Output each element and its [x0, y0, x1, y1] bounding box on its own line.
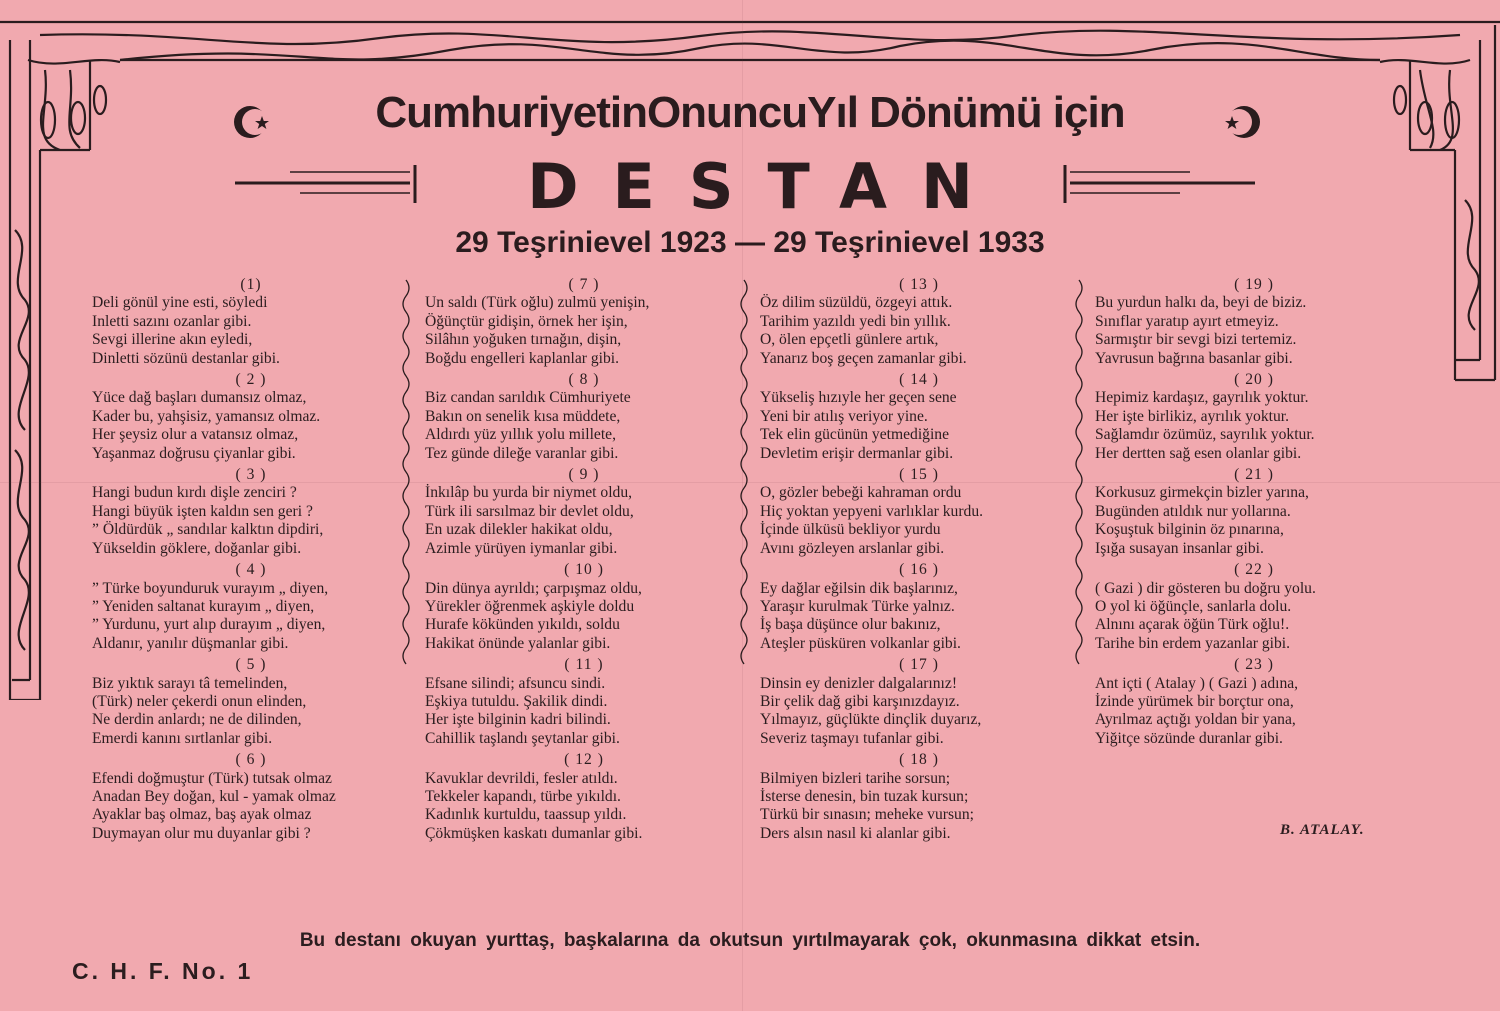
- verse-line: Bir çelik dağ gibi karşınızdayız.: [760, 692, 960, 710]
- verse-line: Duymayan olur mu duyanlar gibi ?: [92, 824, 311, 842]
- verse-line: Hangi büyük işten kaldın sen geri ?: [92, 502, 313, 520]
- verse-line: Cahillik taşlandı şeytanlar gibi.: [425, 729, 620, 747]
- page-title: CumhuriyetinOnuncuYıl Dönümü için: [375, 88, 1125, 137]
- stanza: [760, 751, 1078, 843]
- verse-line: Öz dilim süzüldü, özgeyi attık.: [760, 294, 953, 312]
- verse-line: Hepimiz kardaşız, gayrılık yoktur.: [1095, 389, 1309, 407]
- stanza: [92, 656, 410, 748]
- stanza-number: ( 2 ): [235, 371, 267, 389]
- verse-line: Yavrusun bağrına basanlar gibi.: [1095, 349, 1293, 367]
- verse-line: Inletti sazını ozanlar gibi.: [92, 312, 252, 330]
- stanza-number: ( 8 ): [568, 371, 600, 389]
- stanza-number: (1): [240, 276, 262, 293]
- stanza: [760, 466, 1078, 558]
- verse-line: Hangi budun kırdı dişle zenciri ?: [92, 484, 297, 502]
- verse-line: Yiğitçe sözünde duranlar gibi.: [1095, 729, 1283, 747]
- stanza-number: ( 9 ): [568, 466, 600, 484]
- verse-line: Ayrılmaz açtığı yoldan bir yana,: [1095, 711, 1296, 729]
- stanza: [425, 276, 743, 368]
- verse-line: Tek elin gücünün yetmediğine: [760, 426, 950, 444]
- stanza: [760, 656, 1078, 748]
- stanza-number: ( 21 ): [1234, 466, 1274, 484]
- verse-line: Aldırdı yüz yıllık yolu millete,: [425, 426, 617, 444]
- verse-line: Alnını açarak öğün Türk oğlu!.: [1095, 616, 1290, 634]
- verse-line: Her işte birlikiz, ayrılık yoktur.: [1095, 407, 1290, 425]
- verse-line: Devletim erişir dermanlar gibi.: [760, 444, 954, 462]
- verse-line: Türk ili sarsılmaz bir devlet oldu,: [425, 502, 634, 520]
- verse-line: Sevgi illerine akın eyledi,: [92, 331, 253, 349]
- verse-line: En uzak dilekler hakikat oldu,: [425, 521, 613, 539]
- verse-line: Yürekler öğrenmek aşkiyle doldu: [425, 597, 635, 615]
- verse-line: İnkılâp bu yurda bir niymet oldu,: [425, 484, 633, 502]
- verse-line: Bilmiyen bizleri tarihe sorsun;: [760, 769, 951, 787]
- verse-line: Her şeysiz olur a vatansız olmaz,: [92, 426, 299, 444]
- stanza-number: ( 22 ): [1234, 561, 1274, 579]
- author-signature: B. ATALAY.: [1280, 822, 1365, 838]
- stanza: [92, 466, 410, 558]
- verse-line: Hurafe kökünden yıkıldı, soldu: [425, 616, 620, 634]
- verse-line: Ne derdin anlardı; ne de dilinden,: [92, 711, 302, 729]
- date-range: 29 Teşrinievel 1923 — 29 Teşrinievel 1933: [455, 226, 1045, 259]
- verse-line: Yaraşır kurulmak Türke yalnız.: [760, 597, 955, 615]
- stanza: [425, 466, 743, 558]
- stanza: [760, 371, 1078, 463]
- verse-line: Bakın on senelik kısa müddete,: [425, 407, 621, 425]
- verse-line: Azimle yürüyen iymanlar gibi.: [425, 539, 618, 557]
- stanza: [1095, 371, 1413, 463]
- verse-line: İçinde ülküsü bekliyor yurdu: [760, 521, 941, 539]
- verse-line: Ant içti ( Atalay ) ( Gazi ) adına,: [1095, 674, 1299, 692]
- stanza-number: ( 10 ): [564, 561, 604, 579]
- verse-line: Deli gönül yine esti, söyledi: [92, 294, 268, 312]
- verse-line: Yılmayız, güçlükte dinçlik duyarız,: [760, 711, 982, 729]
- verse-line: Bu yurdun halkı da, beyi de biziz.: [1095, 294, 1307, 312]
- stanza-number: ( 4 ): [235, 561, 267, 579]
- verse-line: Çökmüşken kaskatı dumanlar gibi.: [425, 824, 643, 842]
- verse-line: Işığa susayan insanlar gibi.: [1095, 539, 1264, 557]
- stanza: [1095, 276, 1413, 368]
- stanza-number: ( 5 ): [235, 656, 267, 674]
- poem-column-4: [1095, 276, 1413, 751]
- verse-line: Boğdu engelleri kaplanlar gibi.: [425, 349, 620, 367]
- verse-line: Ders alsın nasıl ki alanlar gibi.: [760, 824, 951, 842]
- verse-line: Eşkiya tutuldu. Şakilik dindi.: [425, 692, 608, 710]
- stanza: [1095, 656, 1413, 748]
- verse-line: Ayaklar baş olmaz, baş ayak olmaz: [92, 806, 312, 824]
- verse-line: Yanarız boş geçen zamanlar gibi.: [760, 349, 967, 367]
- stanza-number: ( 3 ): [235, 466, 267, 484]
- verse-line: Sınıflar yaratıp ayırt etmeyiz.: [1095, 312, 1279, 330]
- verse-line: Sarmıştır bir sevgi bizi tertemiz.: [1095, 331, 1297, 349]
- verse-line: Efendi doğmuştur (Türk) tutsak olmaz: [92, 769, 332, 787]
- verse-line: O yol ki öğünçle, sanlarla dolu.: [1095, 597, 1292, 615]
- verse-line: İş başa düşünce olur bakınız,: [760, 616, 941, 634]
- verse-line: Kadınlık kurtuldu, taassup yıldı.: [425, 806, 627, 824]
- verse-line: (Türk) neler çekerdi onun elinden,: [92, 692, 307, 710]
- verse-line: Avını gözleyen arslanlar gibi.: [760, 539, 945, 557]
- verse-line: Kader bu, yahşisiz, yamansız olmaz.: [92, 407, 321, 425]
- verse-line: Tarihim yazıldı yedi bin yıllık.: [760, 312, 951, 330]
- verse-line: Kavuklar devrildi, fesler atıldı.: [425, 769, 618, 787]
- stanza: [1095, 466, 1413, 558]
- verse-line: İsterse denesin, bin tuzak kursun;: [760, 787, 969, 805]
- stanza: [92, 371, 410, 463]
- party-label: C. H. F. No. 1: [72, 958, 254, 984]
- stanza-number: ( 7 ): [568, 276, 600, 293]
- verse-line: Tez günde dileğe varanlar gibi.: [425, 444, 619, 462]
- verse-line: O, gözler bebeği kahraman ordu: [760, 484, 962, 502]
- stanza: [425, 656, 743, 748]
- verse-line: ” Türke boyunduruk vurayım „ diyen,: [92, 579, 329, 597]
- verse-line: Yükseldin göklere, doğanlar gibi.: [92, 539, 302, 557]
- verse-line: Biz yıktık sarayı tâ temelinden,: [92, 674, 288, 692]
- stanza-number: ( 19 ): [1234, 276, 1274, 293]
- stanza: [92, 561, 410, 653]
- stanza-number: ( 13 ): [899, 276, 939, 293]
- stanza-number: ( 20 ): [1234, 371, 1274, 389]
- verse-line: Silâhın yoğuken tırnağın, dişin,: [425, 331, 622, 349]
- stanza: [425, 561, 743, 653]
- verse-line: Yüce dağ başları dumansız olmaz,: [92, 389, 307, 407]
- verse-line: Türkü bir sınasın; meheke vursun;: [760, 806, 974, 824]
- stanza: [1095, 561, 1413, 653]
- verse-line: ” Öldürdük „ sandılar kalktın dipdiri,: [92, 521, 324, 539]
- verse-line: Tekkeler kapandı, türbe yıkıldı.: [425, 787, 621, 805]
- stanza-number: ( 14 ): [899, 371, 939, 389]
- verse-line: Un saldı (Türk oğlu) zulmü yenişin,: [425, 294, 650, 312]
- verse-line: Sağlamdır özümüz, sayrılık yoktur.: [1095, 426, 1315, 444]
- verse-line: Yükseliş hızıyle her geçen sene: [760, 389, 957, 407]
- verse-line: Hakikat önünde yalanlar gibi.: [425, 634, 611, 652]
- verse-line: Öğünçtür gidişin, örnek her işin,: [425, 312, 628, 330]
- stanza-number: ( 17 ): [899, 656, 939, 674]
- stanza-number: ( 11 ): [564, 656, 604, 674]
- verse-line: Her işte bilginin kadri bilindi.: [425, 711, 611, 729]
- stanza-number: ( 12 ): [564, 751, 604, 769]
- verse-line: O, ölen epçetli günlere artık,: [760, 331, 939, 349]
- poem-column-2: [425, 276, 743, 846]
- verse-line: Anadan Bey doğan, kul - yamak olmaz: [92, 787, 336, 805]
- verse-line: Emerdi kanını sırtlanlar gibi.: [92, 729, 273, 747]
- stanza-number: ( 23 ): [1234, 656, 1274, 674]
- poem-column-3: [760, 276, 1078, 846]
- stanza-number: ( 15 ): [899, 466, 939, 484]
- stanza: [92, 751, 410, 843]
- verse-line: ( Gazi ) dir gösteren bu doğru yolu.: [1095, 579, 1316, 597]
- footer-note: Bu destanı okuyan yurttaş, başkalarına da okutsun yırtılmayarak çok, okunmasına dikkat etsin.: [299, 930, 1201, 951]
- verse-line: Korkusuz girmekçin bizler yarına,: [1095, 484, 1309, 502]
- stanza: [92, 276, 410, 368]
- verse-line: Yeni bir atılış veriyor yine.: [760, 407, 928, 425]
- destan-heading: DESTAN: [527, 150, 1007, 223]
- stanza-number: ( 6 ): [235, 751, 267, 769]
- verse-line: Yaşanmaz doğrusu çiyanlar gibi.: [92, 444, 296, 462]
- verse-line: Efsane silindi; afsuncu sindi.: [425, 674, 606, 692]
- verse-line: Severiz taşmayı tufanlar gibi.: [760, 729, 944, 747]
- verse-line: İzinde yürümek bir borçtur ona,: [1095, 692, 1294, 710]
- verse-line: Din dünya ayrıldı; çarpışmaz oldu,: [425, 579, 642, 597]
- verse-line: Dinsin ey denizler dalgalarınız!: [760, 674, 958, 692]
- verse-line: Biz candan sarıldık Cümhuriyete: [425, 389, 631, 407]
- verse-line: Bugünden atıldık nur yollarına.: [1095, 502, 1291, 520]
- verse-line: Koşuştuk bilginin öz pınarına,: [1095, 521, 1284, 539]
- stanza: [760, 276, 1078, 368]
- verse-line: Her dertten sağ esen olanlar gibi.: [1095, 444, 1302, 462]
- verse-line: Aldanır, yanılır düşmanlar gibi.: [92, 634, 289, 652]
- verse-line: Hiç yoktan yepyeni varlıklar kurdu.: [760, 502, 984, 520]
- poem-column-1: [92, 276, 410, 846]
- verse-line: Tarihe bin erdem yazanlar gibi.: [1095, 634, 1291, 652]
- stanza: [425, 371, 743, 463]
- verse-line: ” Yurdunu, yurt alıp durayım „ diyen,: [92, 616, 326, 634]
- stanza: [760, 561, 1078, 653]
- stanza-number: ( 18 ): [899, 751, 939, 769]
- verse-line: Ey dağlar eğilsin dik başlarınız,: [760, 579, 958, 597]
- stanza: [425, 751, 743, 843]
- verse-line: Dinletti sözünü destanlar gibi.: [92, 349, 280, 367]
- stanza-number: ( 16 ): [899, 561, 939, 579]
- verse-line: Ateşler püsküren volkanlar gibi.: [760, 634, 961, 652]
- verse-line: ” Yeniden saltanat kurayım „ diyen,: [92, 597, 315, 615]
